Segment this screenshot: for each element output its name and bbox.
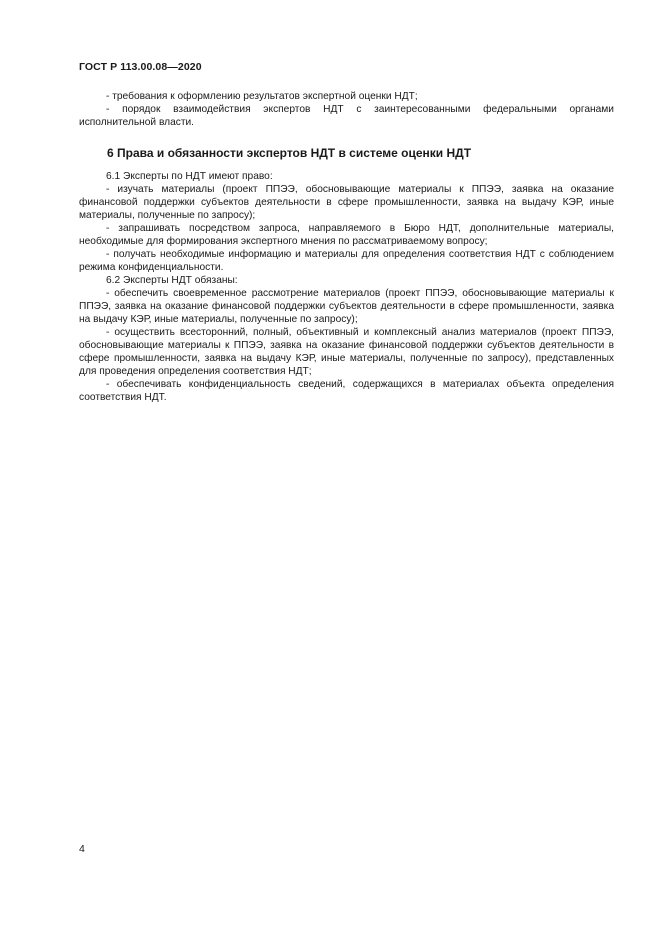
clause-title: 6.2 Эксперты НДТ обязаны: (106, 275, 238, 286)
section-heading: 6 Права и обязанности экспертов НДТ в системе оценки НДТ (107, 146, 472, 160)
page-content (79, 90, 614, 404)
clause-title: 6.1 Эксперты по НДТ имеют право: (106, 171, 273, 182)
list-item: - обеспечивать конфиденциальность сведений, содержащихся в материалах объекта определения соответствия НДТ. (79, 379, 614, 403)
list-item: - порядок взаимодействия экспертов НДТ с заинтересованными федеральными органами исполнительной власти. (79, 104, 614, 128)
list-item: - обеспечить своевременное рассмотрение материалов (проект ППЭЭ, обосновывающие материалы к ППЭЭ, заявка на оказание финансовой поддержки субъектов деятельности в сфере промышленности, заявка на выдачу КЭР, иные материалы, полученные по запросу); (79, 288, 614, 325)
list-item: - требования к оформлению результатов экспертной оценки НДТ; (106, 91, 418, 102)
list-item: - запрашивать посредством запроса, направляемого в Бюро НДТ, дополнительные материалы, необходимые для формирования экспертного мнения по рассматриваемому вопросу; (79, 223, 614, 247)
list-item: - получать необходимые информацию и материалы для определения соответствия НДТ с соблюдением режима конфиденциальности. (79, 249, 614, 273)
list-item: - изучать материалы (проект ППЭЭ, обосновывающие материалы к ППЭЭ, заявка на оказание финансовой поддержки субъектов деятельности в сфере промышленности, заявка на выдачу КЭР, иные материалы, полученные по запросу); (79, 184, 614, 221)
document-header: ГОСТ Р 113.00.08—2020 (79, 61, 202, 73)
list-item: - осуществить всесторонний, полный, объективный и комплексный анализ материалов (проект ППЭЭ, обосновывающие материалы к ППЭЭ, заявка на оказание финансовой поддержки субъектов деятельности в сфере промышленности, заявка на выдачу КЭР, иные материалы, полученные по запросу), представленных для проведения определения соответствия НДТ; (79, 327, 614, 377)
page-number: 4 (79, 843, 85, 855)
